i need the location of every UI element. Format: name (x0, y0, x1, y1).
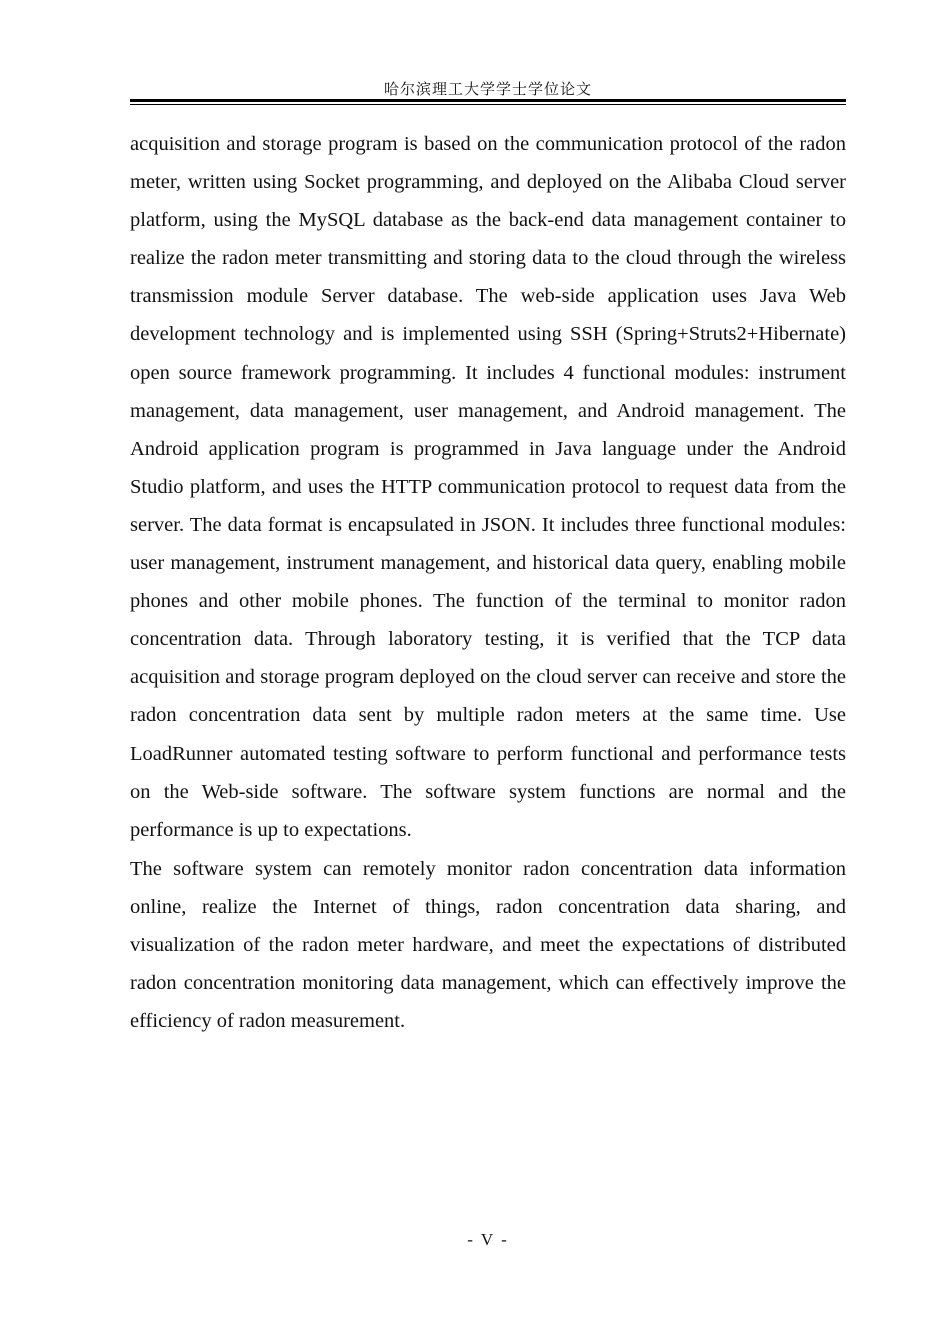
paragraph: acquisition and storage program is based on the communication protocol of the radon meter, written using Socket programming, and deployed on the Alibaba Cloud server platform, using the MySQL database as the back-end data management container to realize the radon meter transmitting and storing data to the cloud through the wireless transmission module Server database. The web-side application uses Java Web development technology and is implemented using SSH (Spring+Struts2+Hibernate) open source framework programming. It includes 4 functional modules: instrument management, data management, user management, and Android management. The Android application program is programmed in Java language under the Android Studio platform, and uses the HTTP communication protocol to request data from the server. The data format is encapsulated in JSON. It includes three functional modules: user management, instrument management, and historical data query, enabling mobile phones and other mobile phones. The function of the terminal to monitor radon concentration data. Through laboratory testing, it is verified that the TCP data acquisition and storage program deployed on the cloud server can receive and store the radon concentration data sent by multiple radon meters at the same time. Use LoadRunner automated testing software to perform functional and performance tests on the Web-side software. The software system functions are normal and the performance is up to expectations. (130, 133, 846, 841)
paragraph: The software system can remotely monitor radon concentration data information online, realize the Internet of things, radon concentration data sharing, and visualization of the radon meter hardware, and meet the expectations of distributed radon concentration monitoring data management, which can effectively improve the efficiency of radon measurement. (130, 857, 846, 1033)
running-header: 哈尔滨理工大学学士学位论文 (383, 80, 592, 98)
page-number: - V - (467, 1230, 509, 1249)
body-text (130, 125, 846, 1040)
header-rule-thin (130, 104, 846, 105)
header-rule-thick (130, 99, 846, 102)
